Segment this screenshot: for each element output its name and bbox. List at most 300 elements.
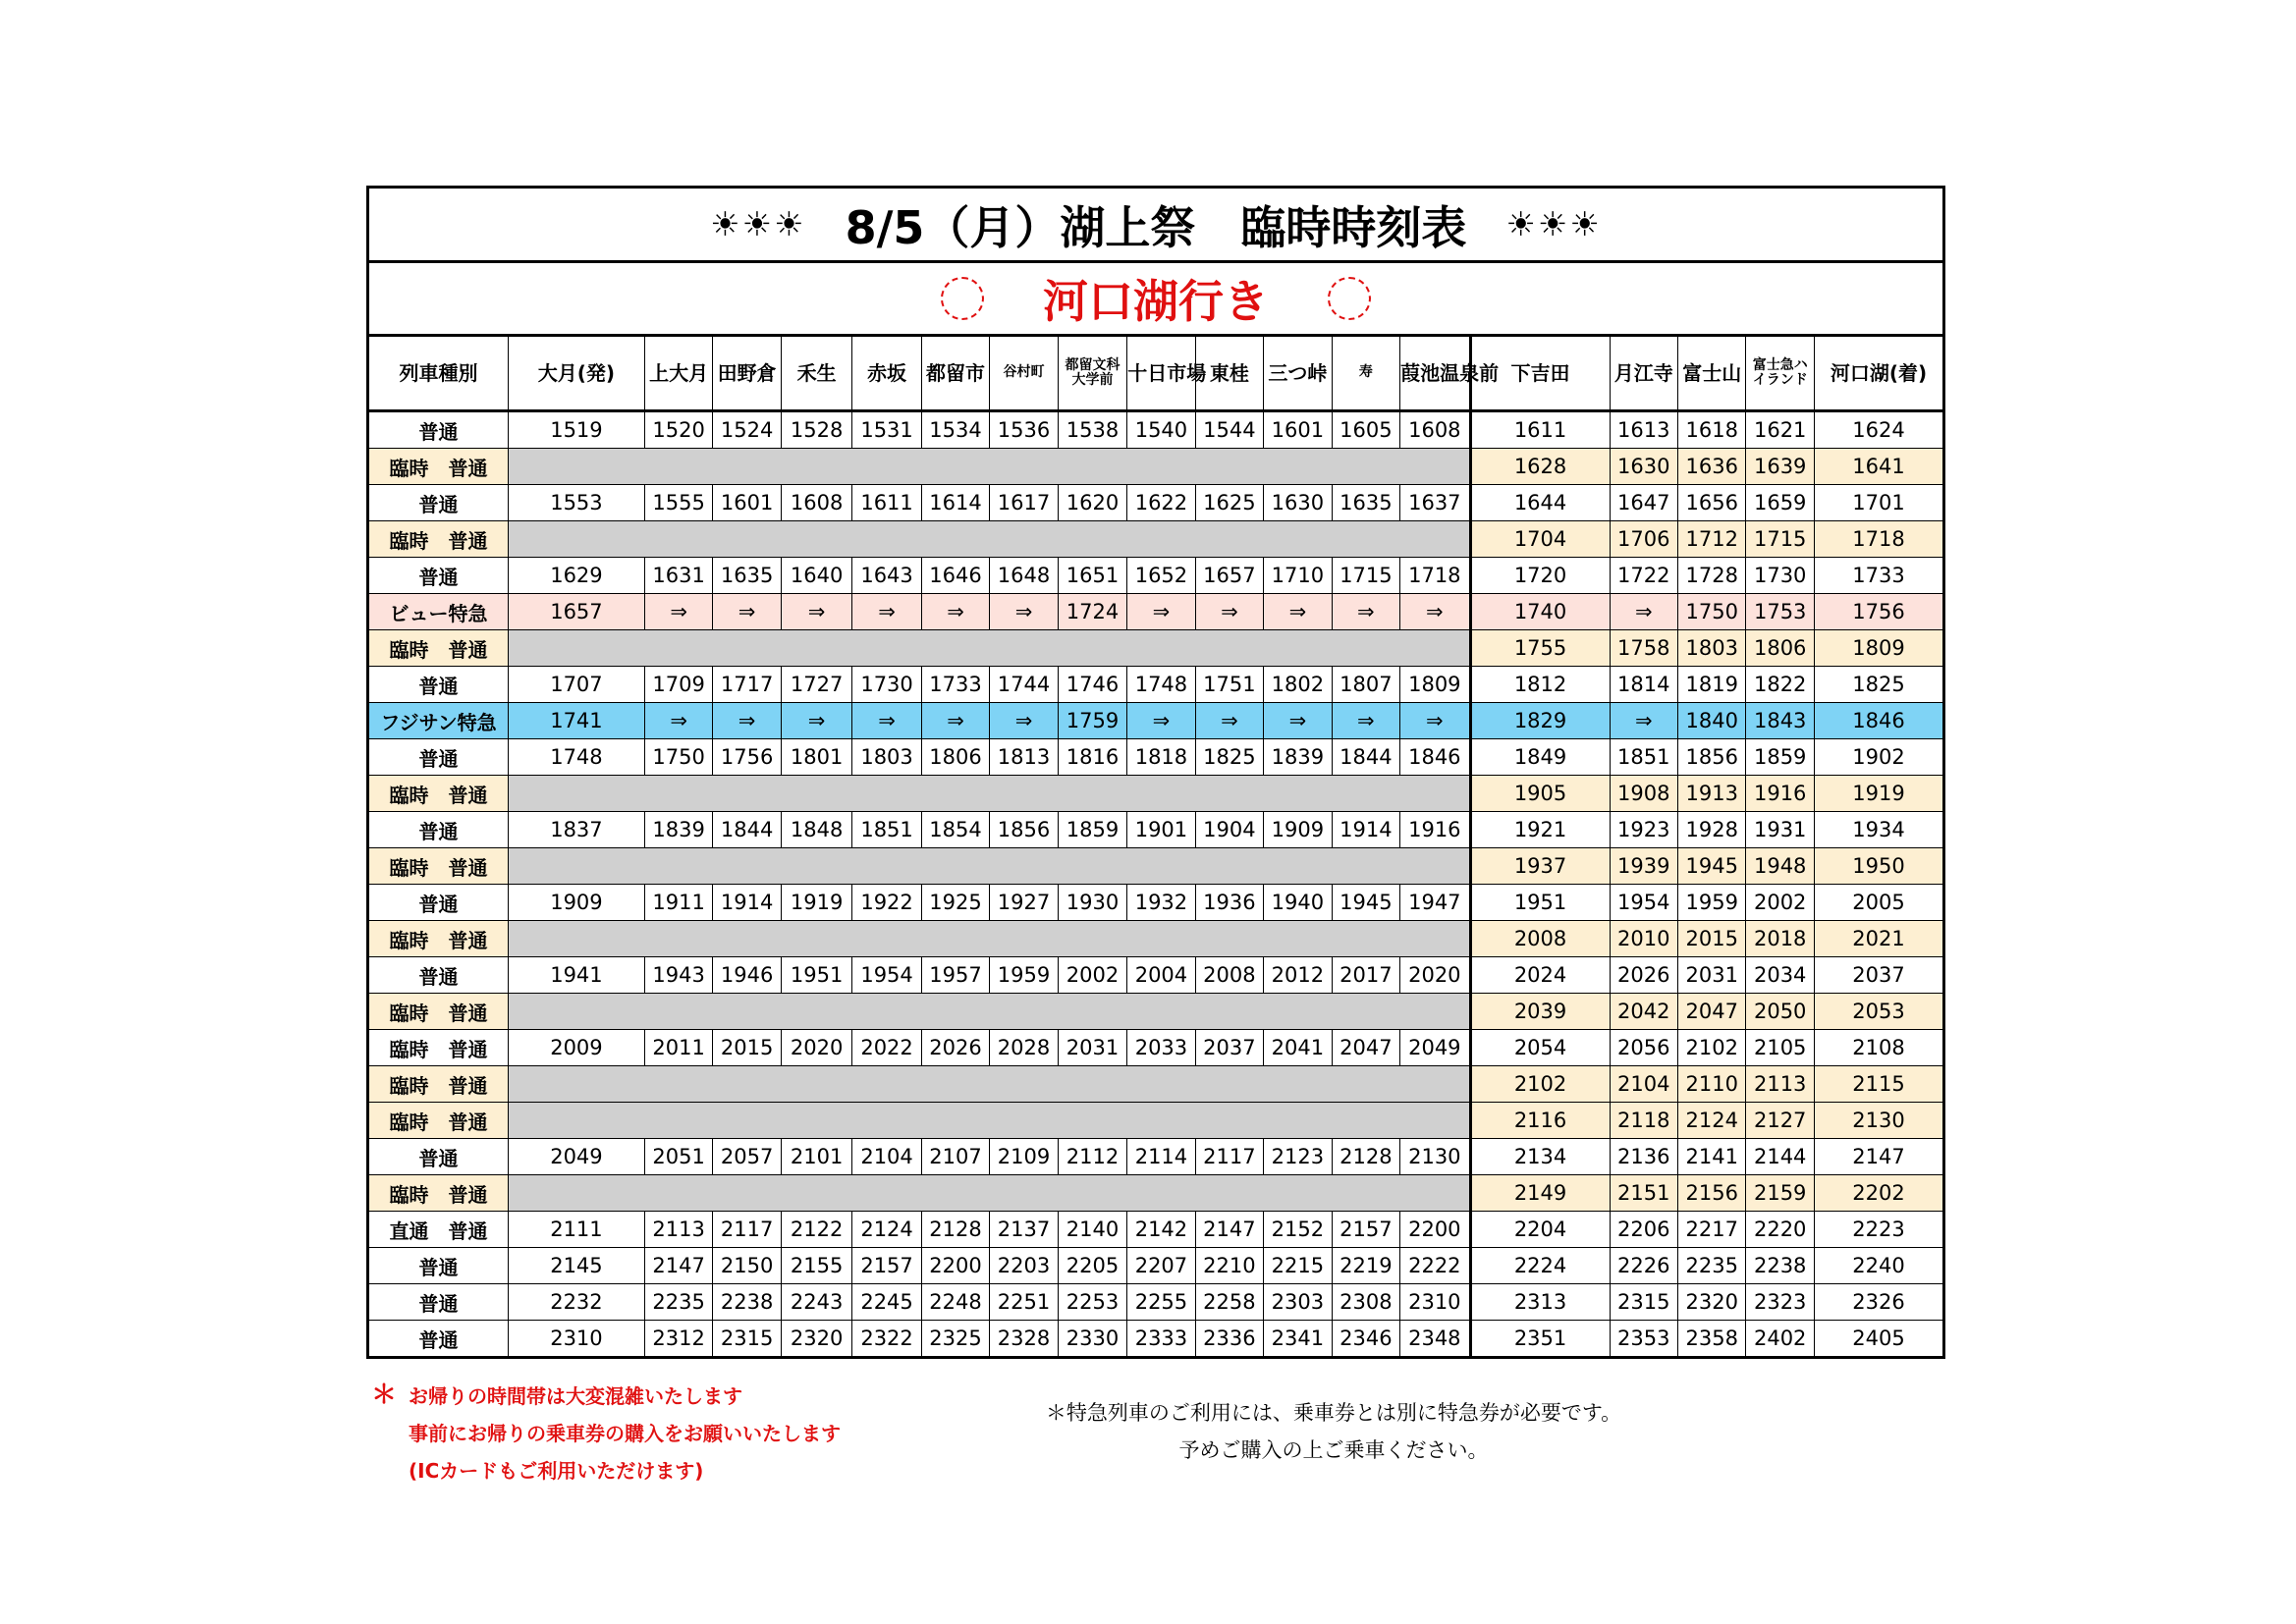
time-cell: 2012: [1264, 957, 1332, 994]
time-cell: 1624: [1814, 411, 1943, 449]
time-cell: 1846: [1814, 703, 1943, 739]
time-cell: 2333: [1127, 1321, 1195, 1358]
time-cell: 1553: [508, 485, 644, 521]
circle-icon-left: [941, 277, 984, 320]
time-cell: 2124: [852, 1212, 921, 1248]
time-cell: 2115: [1814, 1066, 1943, 1103]
time-cell: 1945: [1332, 885, 1399, 921]
timetable-row: [368, 1212, 1944, 1248]
time-cell: 2320: [1678, 1284, 1746, 1321]
time-cell: 2258: [1195, 1284, 1263, 1321]
time-cell: 2150: [713, 1248, 781, 1284]
sun-icons-right: ☀☀☀: [1505, 204, 1602, 244]
time-cell: 1839: [644, 812, 712, 848]
column-header: 大月(発): [508, 336, 644, 411]
timetable-row: [368, 921, 1944, 957]
time-cell: 1753: [1746, 594, 1814, 630]
time-cell: 1635: [1332, 485, 1399, 521]
time-cell: 2152: [1264, 1212, 1332, 1248]
time-cell: 1540: [1127, 411, 1195, 449]
time-cell: 2031: [1678, 957, 1746, 994]
time-cell: 2303: [1264, 1284, 1332, 1321]
time-cell: 2210: [1195, 1248, 1263, 1284]
time-cell: ⇒: [644, 703, 712, 739]
train-type: 臨時 普通: [368, 449, 509, 485]
train-type: 臨時 普通: [368, 1066, 509, 1103]
time-cell: 2037: [1814, 957, 1943, 994]
train-type: 普通: [368, 1139, 509, 1175]
train-type: 普通: [368, 1284, 509, 1321]
timetable-row: [368, 812, 1944, 848]
time-cell: 1641: [1814, 449, 1943, 485]
time-cell: 2108: [1814, 1030, 1943, 1066]
time-cell: 2313: [1470, 1284, 1610, 1321]
time-cell: 2104: [852, 1139, 921, 1175]
time-cell: 1524: [713, 411, 781, 449]
time-cell: 2127: [1746, 1103, 1814, 1139]
time-cell: 2322: [852, 1321, 921, 1358]
time-cell: ⇒: [852, 703, 921, 739]
time-cell: 1816: [1058, 739, 1126, 776]
time-cell: 1746: [1058, 667, 1126, 703]
time-cell: 2217: [1678, 1212, 1746, 1248]
column-header: 田野倉: [713, 336, 781, 411]
time-cell: 1957: [921, 957, 989, 994]
time-cell: 1625: [1195, 485, 1263, 521]
time-cell: 1950: [1814, 848, 1943, 885]
timetable-row: [368, 521, 1944, 558]
timetable-row: [368, 739, 1944, 776]
time-cell: 2358: [1678, 1321, 1746, 1358]
time-cell: 2351: [1470, 1321, 1610, 1358]
time-cell: 1707: [508, 667, 644, 703]
time-cell: 1620: [1058, 485, 1126, 521]
timetable-row: [368, 1248, 1944, 1284]
column-header: 三つ峠: [1264, 336, 1332, 411]
time-cell: 2130: [1814, 1103, 1943, 1139]
time-cell: 2206: [1610, 1212, 1677, 1248]
time-cell: ⇒: [921, 594, 989, 630]
time-cell: 1923: [1610, 812, 1677, 848]
time-cell: 2159: [1746, 1175, 1814, 1212]
time-cell: ⇒: [1127, 594, 1195, 630]
time-cell: 1630: [1610, 449, 1677, 485]
time-cell: 2308: [1332, 1284, 1399, 1321]
time-cell: 2140: [1058, 1212, 1126, 1248]
column-header: 禾生: [781, 336, 851, 411]
time-cell: 2031: [1058, 1030, 1126, 1066]
time-cell: 2147: [644, 1248, 712, 1284]
timetable-row: [368, 558, 1944, 594]
time-cell: 1822: [1746, 667, 1814, 703]
crowding-notice-line2: 事前にお帰りの乗車券の購入をお願いいたします: [409, 1422, 841, 1445]
time-cell: 2128: [1332, 1139, 1399, 1175]
time-cell: 2336: [1195, 1321, 1263, 1358]
time-cell: 2202: [1814, 1175, 1943, 1212]
time-cell: 2205: [1058, 1248, 1126, 1284]
time-cell: 2245: [852, 1284, 921, 1321]
time-cell: 1806: [1746, 630, 1814, 667]
time-cell: 2112: [1058, 1139, 1126, 1175]
time-cell: 1856: [1678, 739, 1746, 776]
time-cell: 1715: [1332, 558, 1399, 594]
column-header: 富士山: [1678, 336, 1746, 411]
time-cell: ⇒: [1610, 703, 1677, 739]
time-cell: 2124: [1678, 1103, 1746, 1139]
time-cell: 2200: [1400, 1212, 1470, 1248]
time-cell: 1945: [1678, 848, 1746, 885]
time-cell: 2005: [1814, 885, 1943, 921]
time-cell: 2024: [1470, 957, 1610, 994]
time-cell: 2157: [852, 1248, 921, 1284]
time-cell: 1639: [1746, 449, 1814, 485]
time-cell: 1755: [1470, 630, 1610, 667]
time-cell: 2102: [1470, 1066, 1610, 1103]
time-cell: 1528: [781, 411, 851, 449]
time-cell: 1916: [1400, 812, 1470, 848]
time-cell: 2248: [921, 1284, 989, 1321]
no-service-cell: [508, 521, 1470, 558]
timetable-body: [368, 411, 1944, 1358]
time-cell: ⇒: [990, 594, 1058, 630]
time-cell: 1748: [508, 739, 644, 776]
time-cell: 2008: [1470, 921, 1610, 957]
time-cell: 1803: [852, 739, 921, 776]
train-type: 臨時 普通: [368, 1175, 509, 1212]
time-cell: 1936: [1195, 885, 1263, 921]
time-cell: 1951: [1470, 885, 1610, 921]
time-cell: 2020: [1400, 957, 1470, 994]
time-cell: 2238: [713, 1284, 781, 1321]
time-cell: 1608: [1400, 411, 1470, 449]
time-cell: ⇒: [781, 703, 851, 739]
time-cell: 2137: [990, 1212, 1058, 1248]
column-header: 月江寺: [1610, 336, 1677, 411]
time-cell: 1807: [1332, 667, 1399, 703]
timetable-row: [368, 1284, 1944, 1321]
train-type: フジサン特急: [368, 703, 509, 739]
time-cell: 1710: [1264, 558, 1332, 594]
time-cell: 1909: [1264, 812, 1332, 848]
timetable-row: [368, 957, 1944, 994]
time-cell: 1536: [990, 411, 1058, 449]
time-cell: 1901: [1127, 812, 1195, 848]
time-cell: 1848: [781, 812, 851, 848]
time-cell: 2141: [1678, 1139, 1746, 1175]
time-cell: 2102: [1678, 1030, 1746, 1066]
time-cell: 2240: [1814, 1248, 1943, 1284]
column-header: 十日市場: [1127, 336, 1195, 411]
time-cell: 2232: [508, 1284, 644, 1321]
time-cell: 2142: [1127, 1212, 1195, 1248]
time-cell: 1844: [713, 812, 781, 848]
no-service-cell: [508, 1103, 1470, 1139]
time-cell: 1748: [1127, 667, 1195, 703]
timetable-row: [368, 449, 1944, 485]
time-cell: 1618: [1678, 411, 1746, 449]
time-cell: 2310: [1400, 1284, 1470, 1321]
time-cell: 1946: [713, 957, 781, 994]
time-cell: 2002: [1058, 957, 1126, 994]
column-header: 下吉田: [1470, 336, 1610, 411]
time-cell: 1928: [1678, 812, 1746, 848]
timetable-row: [368, 1103, 1944, 1139]
column-header: 都留市: [921, 336, 989, 411]
time-cell: 2243: [781, 1284, 851, 1321]
time-cell: 1701: [1814, 485, 1943, 521]
time-cell: 1750: [644, 739, 712, 776]
time-cell: 1825: [1195, 739, 1263, 776]
time-cell: 1611: [1470, 411, 1610, 449]
timetable-row: [368, 994, 1944, 1030]
time-cell: 1614: [921, 485, 989, 521]
destination-title: 河口湖行き: [1043, 275, 1269, 328]
time-cell: 2026: [921, 1030, 989, 1066]
time-cell: 2117: [713, 1212, 781, 1248]
no-service-cell: [508, 848, 1470, 885]
time-cell: 2118: [1610, 1103, 1677, 1139]
timetable-row: [368, 776, 1944, 812]
time-cell: 2053: [1814, 994, 1943, 1030]
time-cell: 2310: [508, 1321, 644, 1358]
column-header: 谷村町: [990, 336, 1058, 411]
time-cell: 1643: [852, 558, 921, 594]
time-cell: 1718: [1814, 521, 1943, 558]
time-cell: 2235: [1678, 1248, 1746, 1284]
time-cell: 2020: [781, 1030, 851, 1066]
time-cell: 1925: [921, 885, 989, 921]
circle-icon-right: [1328, 277, 1371, 320]
time-cell: 2155: [781, 1248, 851, 1284]
time-cell: ⇒: [1127, 703, 1195, 739]
time-cell: 2255: [1127, 1284, 1195, 1321]
time-cell: 1646: [921, 558, 989, 594]
time-cell: 2224: [1470, 1248, 1610, 1284]
train-type: ビュー特急: [368, 594, 509, 630]
time-cell: ⇒: [990, 703, 1058, 739]
express-notice-line1: ＊特急列車のご利用には、乗車券とは別に特急券が必要です。: [1045, 1401, 1622, 1425]
time-cell: 2009: [508, 1030, 644, 1066]
time-cell: 1733: [1814, 558, 1943, 594]
time-cell: 1631: [644, 558, 712, 594]
time-cell: 1921: [1470, 812, 1610, 848]
time-cell: 2346: [1332, 1321, 1399, 1358]
time-cell: ⇒: [1264, 594, 1332, 630]
time-cell: 1840: [1678, 703, 1746, 739]
sun-icons-left: ☀☀☀: [710, 204, 806, 244]
time-cell: 1947: [1400, 885, 1470, 921]
time-cell: 2215: [1264, 1248, 1332, 1284]
timetable-row: [368, 703, 1944, 739]
time-cell: 2002: [1746, 885, 1814, 921]
time-cell: 2128: [921, 1212, 989, 1248]
time-cell: 2348: [1400, 1321, 1470, 1358]
no-service-cell: [508, 630, 1470, 667]
time-cell: 2320: [781, 1321, 851, 1358]
time-cell: 1733: [921, 667, 989, 703]
time-cell: 1846: [1400, 739, 1470, 776]
time-cell: 2204: [1470, 1212, 1610, 1248]
time-cell: 2022: [852, 1030, 921, 1066]
time-cell: 2054: [1470, 1030, 1610, 1066]
time-cell: 1730: [1746, 558, 1814, 594]
time-cell: 1648: [990, 558, 1058, 594]
page-title: 8/5（月）湖上祭 臨時時刻表: [845, 200, 1467, 254]
time-cell: 1644: [1470, 485, 1610, 521]
time-cell: 1854: [921, 812, 989, 848]
time-cell: 1904: [1195, 812, 1263, 848]
time-cell: 1932: [1127, 885, 1195, 921]
column-header: 列車種別: [368, 336, 509, 411]
time-cell: 1951: [781, 957, 851, 994]
time-cell: 2315: [713, 1321, 781, 1358]
time-cell: 2011: [644, 1030, 712, 1066]
time-cell: 1628: [1470, 449, 1610, 485]
time-cell: ⇒: [921, 703, 989, 739]
time-cell: 1756: [713, 739, 781, 776]
train-type: 普通: [368, 1248, 509, 1284]
train-type: 普通: [368, 739, 509, 776]
time-cell: 2235: [644, 1284, 712, 1321]
time-cell: 1750: [1678, 594, 1746, 630]
time-cell: 2105: [1746, 1030, 1814, 1066]
time-cell: 1943: [644, 957, 712, 994]
time-cell: 1911: [644, 885, 712, 921]
time-cell: 1934: [1814, 812, 1943, 848]
time-cell: 1839: [1264, 739, 1332, 776]
time-cell: 2111: [508, 1212, 644, 1248]
time-cell: 1741: [508, 703, 644, 739]
time-cell: 2101: [781, 1139, 851, 1175]
time-cell: 1851: [852, 812, 921, 848]
time-cell: 2033: [1127, 1030, 1195, 1066]
time-cell: 2147: [1814, 1139, 1943, 1175]
column-header: 河口湖(着): [1814, 336, 1943, 411]
time-cell: 1613: [1610, 411, 1677, 449]
time-cell: 1751: [1195, 667, 1263, 703]
time-cell: 1959: [1678, 885, 1746, 921]
time-cell: 2203: [990, 1248, 1058, 1284]
time-cell: 2015: [1678, 921, 1746, 957]
time-cell: 1843: [1746, 703, 1814, 739]
time-cell: 1531: [852, 411, 921, 449]
time-cell: 1534: [921, 411, 989, 449]
time-cell: 1825: [1814, 667, 1943, 703]
column-header: 都留文科大学前: [1058, 336, 1126, 411]
time-cell: 2050: [1746, 994, 1814, 1030]
time-cell: 2200: [921, 1248, 989, 1284]
crowding-notice-line1: お帰りの時間帯は大変混雑いたします: [409, 1384, 743, 1408]
time-cell: 1601: [1264, 411, 1332, 449]
time-cell: 1608: [781, 485, 851, 521]
time-cell: 2104: [1610, 1066, 1677, 1103]
time-cell: 1728: [1678, 558, 1746, 594]
time-cell: 2157: [1332, 1212, 1399, 1248]
time-cell: 1914: [713, 885, 781, 921]
time-cell: 1611: [852, 485, 921, 521]
train-type: 臨時 普通: [368, 1103, 509, 1139]
time-cell: 1849: [1470, 739, 1610, 776]
time-cell: 1851: [1610, 739, 1677, 776]
time-cell: 1806: [921, 739, 989, 776]
column-header: 上大月: [644, 336, 712, 411]
time-cell: 2037: [1195, 1030, 1263, 1066]
time-cell: 1709: [644, 667, 712, 703]
no-service-cell: [508, 921, 1470, 957]
time-cell: ⇒: [1400, 594, 1470, 630]
time-cell: 2004: [1127, 957, 1195, 994]
crowding-notice-line3: (ICカードもご利用いただけます): [409, 1459, 704, 1483]
time-cell: 1704: [1470, 521, 1610, 558]
time-cell: 2034: [1746, 957, 1814, 994]
time-cell: 2110: [1678, 1066, 1746, 1103]
timetable-row: [368, 594, 1944, 630]
time-cell: 1659: [1746, 485, 1814, 521]
timetable-row: [368, 630, 1944, 667]
time-cell: 1813: [990, 739, 1058, 776]
crowding-notice: [371, 1377, 841, 1489]
timetable-row: [368, 1139, 1944, 1175]
time-cell: 1657: [508, 594, 644, 630]
time-cell: 1621: [1746, 411, 1814, 449]
time-cell: 1937: [1470, 848, 1610, 885]
time-cell: 2226: [1610, 1248, 1677, 1284]
time-cell: 2251: [990, 1284, 1058, 1321]
time-cell: 1930: [1058, 885, 1126, 921]
time-cell: 1712: [1678, 521, 1746, 558]
time-cell: 1902: [1814, 739, 1943, 776]
time-cell: 2042: [1610, 994, 1677, 1030]
time-cell: 1617: [990, 485, 1058, 521]
time-cell: ⇒: [1400, 703, 1470, 739]
time-cell: 2057: [713, 1139, 781, 1175]
time-cell: 2325: [921, 1321, 989, 1358]
time-cell: 1544: [1195, 411, 1263, 449]
time-cell: 2123: [1264, 1139, 1332, 1175]
train-type: 普通: [368, 885, 509, 921]
time-cell: 1657: [1195, 558, 1263, 594]
time-cell: 2114: [1127, 1139, 1195, 1175]
time-cell: 2047: [1332, 1030, 1399, 1066]
time-cell: 1740: [1470, 594, 1610, 630]
time-cell: ⇒: [781, 594, 851, 630]
time-cell: 1954: [852, 957, 921, 994]
time-cell: 2017: [1332, 957, 1399, 994]
time-cell: 1636: [1678, 449, 1746, 485]
time-cell: 1635: [713, 558, 781, 594]
timetable-row: [368, 1321, 1944, 1358]
time-cell: 2326: [1814, 1284, 1943, 1321]
no-service-cell: [508, 994, 1470, 1030]
time-cell: 1622: [1127, 485, 1195, 521]
time-cell: 2219: [1332, 1248, 1399, 1284]
time-cell: 2015: [713, 1030, 781, 1066]
time-cell: 2107: [921, 1139, 989, 1175]
time-cell: 1519: [508, 411, 644, 449]
time-cell: 2330: [1058, 1321, 1126, 1358]
train-type: 普通: [368, 485, 509, 521]
timetable-row: [368, 885, 1944, 921]
timetable-row: [368, 1030, 1944, 1066]
time-cell: 2026: [1610, 957, 1677, 994]
time-cell: 1727: [781, 667, 851, 703]
time-cell: 1905: [1470, 776, 1610, 812]
time-cell: 1954: [1610, 885, 1677, 921]
time-cell: 2130: [1400, 1139, 1470, 1175]
time-cell: 1637: [1400, 485, 1470, 521]
time-cell: 2047: [1678, 994, 1746, 1030]
time-cell: 2312: [644, 1321, 712, 1358]
